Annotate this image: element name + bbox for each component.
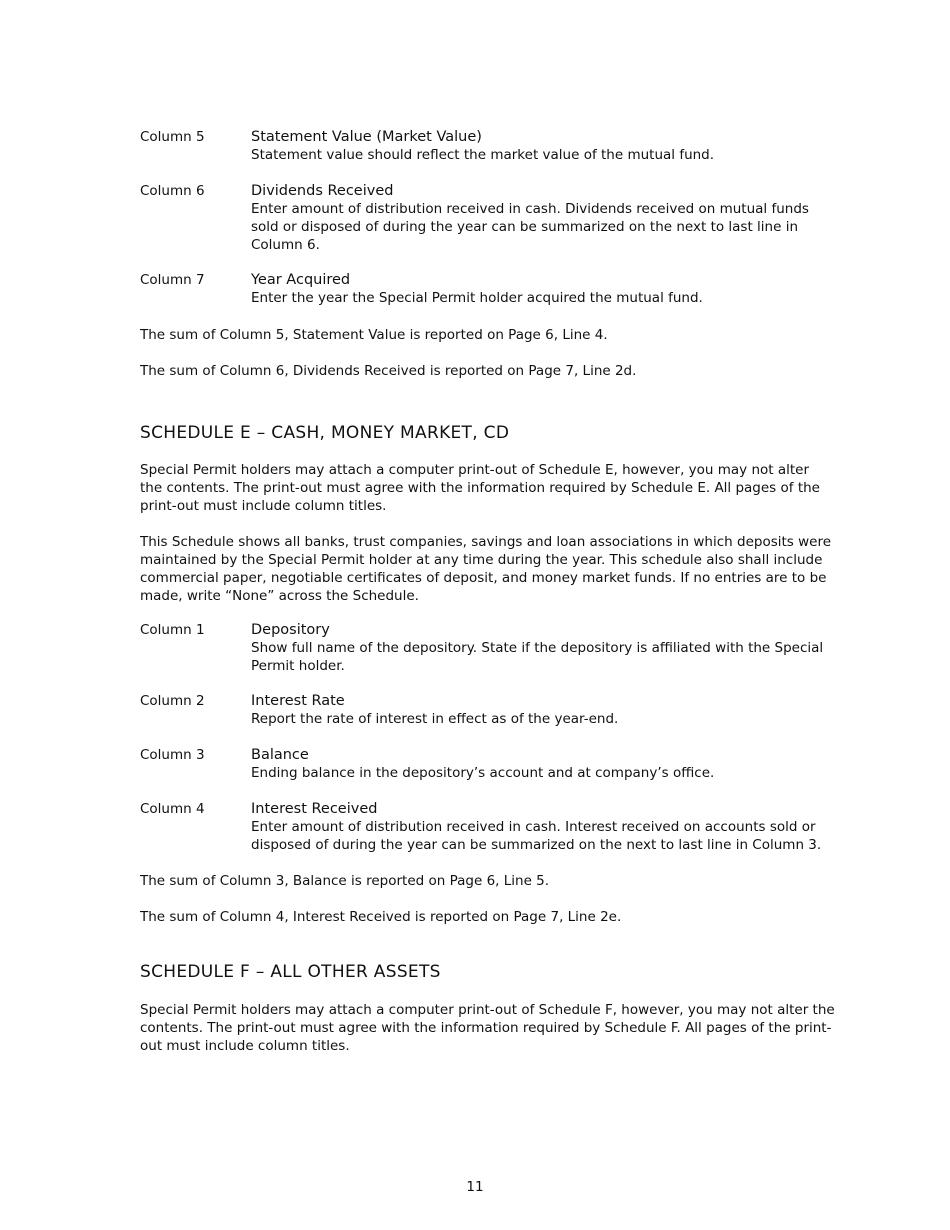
column-label: Column 2 — [140, 693, 205, 709]
column-label: Column 7 — [140, 272, 205, 288]
column-title: Balance — [251, 747, 309, 763]
section-heading-schedule-e: SCHEDULE E – CASH, MONEY MARKET, CD — [140, 423, 510, 443]
paragraph: This Schedule shows all banks, trust companies, savings and loan associations in which deposits were maintained by the Special Permit holder at any time during the year. This schedule also shall include commercial paper, negotiable certificates of deposit, and money market funds. If no entries are to be made, write “None” across the Schedule. — [140, 534, 832, 604]
column-entry — [140, 800, 835, 854]
column-entry — [140, 621, 835, 675]
column-description: Enter amount of distribution received in cash. Interest received on accounts sold or disposed of during the year can be summarized on the next to last line in Column 3. — [251, 819, 822, 853]
column-title: Dividends Received — [251, 183, 394, 199]
sum-statement: The sum of Column 6, Dividends Received is reported on Page 7, Line 2d. — [140, 363, 637, 379]
column-title: Statement Value (Market Value) — [251, 129, 482, 145]
column-label: Column 5 — [140, 129, 205, 145]
column-description: Enter the year the Special Permit holder acquired the mutual fund. — [251, 290, 703, 306]
column-entry — [140, 692, 835, 728]
column-label: Column 3 — [140, 747, 205, 763]
column-title: Depository — [251, 622, 330, 638]
section-heading-schedule-f: SCHEDULE F – ALL OTHER ASSETS — [140, 962, 441, 982]
column-title: Interest Received — [251, 801, 378, 817]
column-label: Column 4 — [140, 801, 205, 817]
column-label: Column 1 — [140, 622, 205, 638]
column-label: Column 6 — [140, 183, 205, 199]
sum-statement: The sum of Column 4, Interest Received is reported on Page 7, Line 2e. — [140, 909, 622, 925]
sum-statement: The sum of Column 5, Statement Value is reported on Page 6, Line 4. — [140, 327, 608, 343]
column-entry — [140, 746, 835, 782]
column-description: Ending balance in the depository’s account and at company’s office. — [251, 765, 715, 781]
page-number: 11 — [466, 1179, 484, 1195]
column-entry — [140, 128, 835, 164]
column-entry — [140, 271, 835, 307]
column-description: Show full name of the depository. State if the depository is affiliated with the Special Permit holder. — [251, 640, 824, 674]
column-description: Statement value should reflect the market value of the mutual fund. — [251, 147, 715, 163]
column-title: Year Acquired — [251, 272, 351, 288]
paragraph: Special Permit holders may attach a computer print-out of Schedule F, however, you may not alter the contents. The print-out must agree with the information required by Schedule F. All pages of the print-out must include column titles. — [140, 1002, 835, 1054]
sum-statement: The sum of Column 3, Balance is reported on Page 6, Line 5. — [140, 873, 550, 889]
paragraph: Special Permit holders may attach a computer print-out of Schedule E, however, you may not alter the contents. The print-out must agree with the information required by Schedule E. All pages of the print-out must include column titles. — [140, 462, 820, 514]
column-title: Interest Rate — [251, 693, 345, 709]
column-description: Report the rate of interest in effect as of the year-end. — [251, 711, 619, 727]
column-description: Enter amount of distribution received in cash. Dividends received on mutual funds sold or disposed of during the year can be summarized on the next to last line in Column 6. — [251, 201, 809, 253]
column-entry — [140, 182, 835, 254]
